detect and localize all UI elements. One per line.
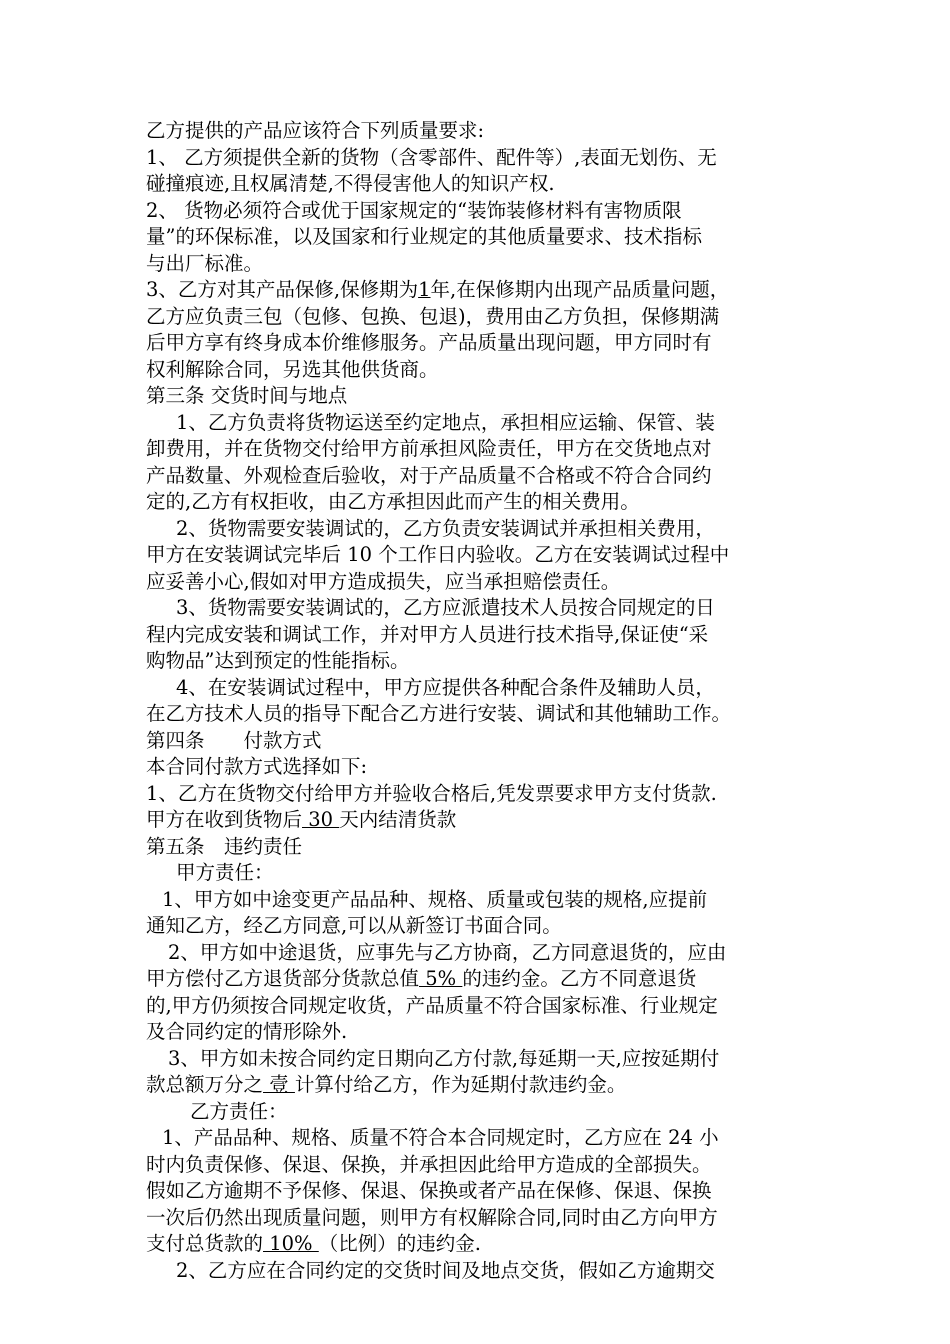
subheading <box>146 860 810 887</box>
subheading <box>146 1099 810 1126</box>
section-heading <box>146 728 810 755</box>
line-text: 第四条 付款方式 <box>146 728 322 752</box>
line-text: 权利解除合同，另选其他供货商。 <box>146 357 439 381</box>
line-text: 甲方在安装调试完毕后 10 个工作日内验收。乙方在安装调试过程中 <box>146 543 730 566</box>
text-line <box>146 1152 810 1179</box>
line-text: 计算付给乙方，作为延期付款违约金。 <box>294 1073 627 1096</box>
underlined-value: 5% <box>419 967 463 990</box>
text-line <box>146 251 810 278</box>
text-line <box>146 1258 810 1285</box>
line-text: 乙方责任： <box>190 1099 288 1123</box>
line-text: 1、乙方负责将货物运送至约定地点，承担相应运输、保管、装 <box>176 410 715 434</box>
line-text: 2、甲方如中途退货，应事先与乙方协商，乙方同意退货的，应由 <box>168 940 727 964</box>
line-text: 碰撞痕迹,且权属清楚,不得侵害他人的知识产权. <box>146 172 555 195</box>
line-text: 在乙方技术人员的指导下配合乙方进行安装、调试和其他辅助工作。 <box>146 702 732 725</box>
text-line <box>146 171 810 198</box>
text-line <box>146 277 810 304</box>
text-line <box>146 913 810 940</box>
line-text: 本合同付款方式选择如下: <box>146 755 368 778</box>
text-line <box>146 1046 810 1073</box>
line-text: 第三条 交货时间与地点 <box>146 384 348 407</box>
text-line <box>146 966 810 993</box>
line-text: 甲方偿付乙方退货部分货款总值 <box>146 967 420 990</box>
text-line <box>146 648 810 675</box>
line-text: 程内完成安装和调试工作，并对甲方人员进行技术指导,保证使“采 <box>146 622 709 646</box>
text-line <box>146 330 810 357</box>
text-line <box>146 940 810 967</box>
line-text: 通知乙方，经乙方同意,可以从新签订书面合同。 <box>146 914 562 937</box>
text-line <box>146 569 810 596</box>
line-text: 的,甲方仍须按合同规定收货，产品质量不符合国家标准、行业规定 <box>146 993 718 1017</box>
text-line <box>146 145 810 172</box>
text-line <box>146 781 810 808</box>
text-line <box>146 1072 810 1099</box>
line-text: 时内负责保修、保退、保换，并承担因此给甲方造成的全部损失。 <box>146 1152 712 1176</box>
text-line <box>146 1125 810 1152</box>
text-line <box>146 1019 810 1046</box>
text-line <box>146 410 810 437</box>
text-line <box>146 224 810 251</box>
line-text: 3、货物需要安装调试的，乙方应派遣技术人员按合同规定的日 <box>176 596 715 619</box>
line-text: 款总额万分之 <box>146 1073 264 1096</box>
line-text: 购物品”达到预定的性能指标。 <box>146 649 410 672</box>
underlined-value: 30 <box>302 808 340 831</box>
underlined-value: 1 <box>418 278 431 301</box>
line-text: 甲方责任： <box>176 861 274 884</box>
line-text: 2、货物需要安装调试的，乙方负责安装调试并承担相关费用， <box>176 516 715 540</box>
text-line <box>146 542 810 569</box>
underlined-value: 壹 <box>263 1073 295 1096</box>
text-line <box>146 1205 810 1232</box>
text-line <box>146 1231 810 1258</box>
line-text: 甲方在收到货物后 <box>146 808 303 831</box>
line-text: 2、乙方应在合同约定的交货时间及地点交货，假如乙方逾期交 <box>176 1258 715 1282</box>
text-line <box>146 357 810 384</box>
text-line <box>146 595 810 622</box>
section-heading <box>146 834 810 861</box>
underlined-value: 10% <box>263 1232 319 1255</box>
line-text: 1、产品品种、规格、质量不符合本合同规定时，乙方应在 24 小 <box>162 1126 719 1149</box>
line-text: 3、甲方如未按合同约定日期向乙方付款,每延期一天,应按延期付 <box>168 1046 720 1070</box>
text-line <box>146 622 810 649</box>
text-line <box>146 436 810 463</box>
line-text: 后甲方享有终身成本价维修服务。产品质量出现问题，甲方同时有 <box>146 331 712 354</box>
line-text: 3、乙方对其产品保修,保修期为 <box>146 278 419 301</box>
line-text: 2、 货物必须符合或优于国家规定的“装饰装修材料有害物质限 <box>146 198 682 222</box>
text-line <box>146 198 810 225</box>
line-text: （比例）的违约金. <box>318 1232 481 1255</box>
line-text: 定的,乙方有权拒收，由乙方承担因此而产生的相关费用。 <box>146 490 640 513</box>
line-text: 产品数量、外观检查后验收，对于产品质量不合格或不符合合同约 <box>146 463 712 487</box>
line-text: 天内结清货款 <box>339 808 457 831</box>
text-line <box>146 675 810 702</box>
line-text: 与出厂标准。 <box>146 251 264 275</box>
line-text: 4、在安装调试过程中，甲方应提供各种配合条件及辅助人员， <box>176 675 715 699</box>
text-line <box>146 1178 810 1205</box>
line-text: 第五条 违约责任 <box>146 834 303 858</box>
line-text: 1、 乙方须提供全新的货物（含零部件、配件等）,表面无划伤、无 <box>146 145 717 169</box>
text-line <box>146 807 810 834</box>
line-text: 卸费用，并在货物交付给甲方前承担风险责任，甲方在交货地点对 <box>146 437 712 460</box>
line-text: 年,在保修期内出现产品质量问题， <box>430 278 730 301</box>
line-text: 1、乙方在货物交付给甲方并验收合格后,凭发票要求甲方支付货款. <box>146 781 717 805</box>
line-text: 假如乙方逾期不予保修、保退、保换或者产品在保修、保退、保换 <box>146 1179 712 1202</box>
text-line <box>146 463 810 490</box>
line-text: 乙方提供的产品应该符合下列质量要求: <box>146 119 485 142</box>
text-line <box>146 118 810 145</box>
line-text: 及合同约定的情形除外. <box>146 1020 348 1043</box>
text-line <box>146 887 810 914</box>
line-text: 支付总货款的 <box>146 1232 264 1255</box>
text-line <box>146 489 810 516</box>
text-line <box>146 304 810 331</box>
line-text: 的违约金。乙方不同意退货 <box>462 967 697 990</box>
section-heading <box>146 383 810 410</box>
text-line <box>146 516 810 543</box>
text-line <box>146 701 810 728</box>
text-line <box>146 754 810 781</box>
line-text: 乙方应负责三包（包修、包换、包退)，费用由乙方负担，保修期满 <box>146 304 720 328</box>
text-line <box>146 993 810 1020</box>
line-text: 1、甲方如中途变更产品品种、规格、质量或包装的规格,应提前 <box>162 887 708 911</box>
line-text: 应妥善小心,假如对甲方造成损失，应当承担赔偿责任。 <box>146 569 621 593</box>
line-text: 一次后仍然出现质量问题，则甲方有权解除合同,同时由乙方向甲方 <box>146 1205 718 1229</box>
line-text: 量”的环保标准，以及国家和行业规定的其他质量要求、技术指标 <box>146 225 702 248</box>
